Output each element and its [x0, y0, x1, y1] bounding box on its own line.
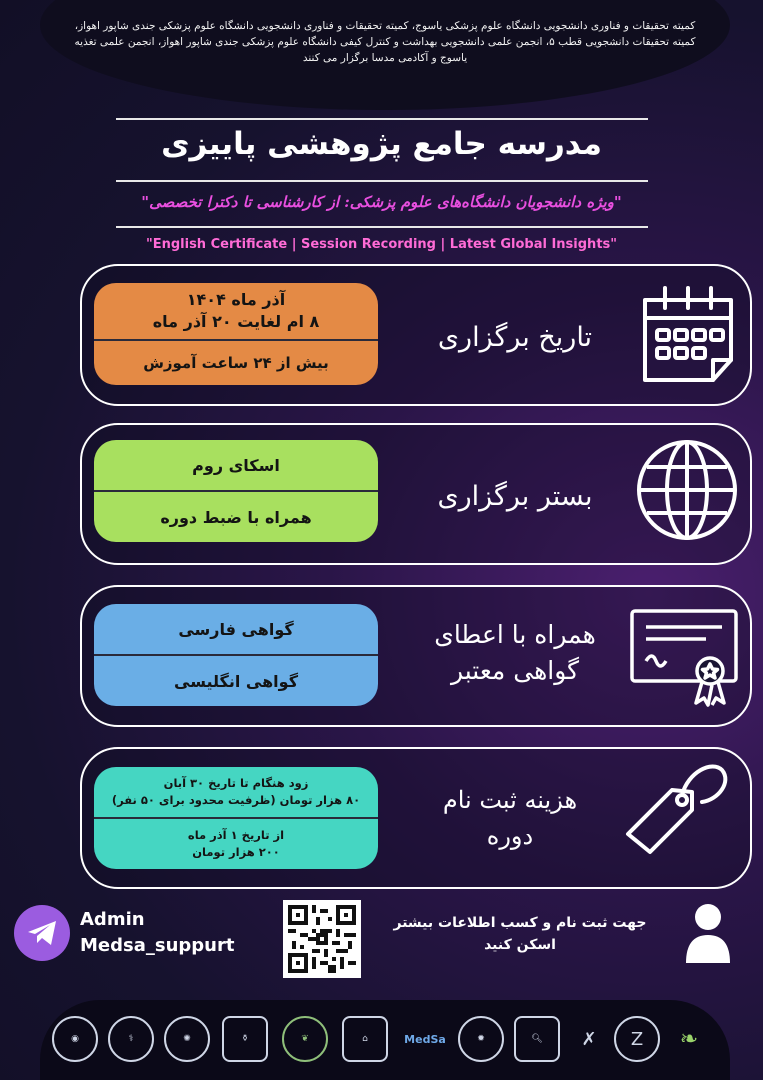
sponsor-logo-12: ❧ [679, 1026, 699, 1052]
sponsor-logo-1: ◉ [52, 1016, 98, 1062]
register-instructions [370, 912, 670, 956]
certificate-icon [628, 605, 740, 709]
page-title: مدرسه جامع پژوهشی پاییزی [161, 126, 602, 162]
fee-label-line2: دوره [486, 822, 534, 850]
sponsor-logo-medsa: MedSa [404, 1032, 446, 1046]
fee-early [94, 767, 378, 817]
fee-pill [94, 767, 378, 869]
page-subtitle: "ویژه دانشجویان دانشگاه‌های علوم پزشکی: از کارشناسی تا دکترا تخصصی" [141, 193, 622, 211]
sponsor-logo-9: 🔍︎ [514, 1016, 560, 1062]
sponsor-logo-5: ❦ [282, 1016, 328, 1062]
fee-regular-price: ۲۰۰ هزار تومان [192, 845, 280, 859]
register-line2: اسکن کنید [484, 937, 556, 953]
platform-pill [94, 440, 378, 542]
telegram-icon[interactable] [14, 905, 70, 961]
fee-label-line1: هزینه ثبت نام [442, 786, 578, 814]
calendar-icon [639, 280, 737, 386]
date-days: ۸ ام لغایت ۲۰ آذر ماه [152, 311, 320, 331]
platform-label: بستر برگزاری [437, 481, 593, 512]
date-range [94, 283, 378, 339]
sponsor-logo-2: ⚕ [108, 1016, 154, 1062]
sponsor-logo-4: ⚱ [222, 1016, 268, 1062]
sponsor-logo-8: ✹ [458, 1016, 504, 1062]
admin-username: Medsa_suppurt [80, 935, 235, 956]
certificate-label [395, 617, 635, 689]
certificate-english: گواهی انگلیسی [94, 654, 378, 706]
platform-recording: همراه با ضبط دوره [94, 490, 378, 542]
date-month: آذر ماه ۱۴۰۴ [186, 289, 286, 309]
title-divider-bottom [116, 180, 648, 182]
fee-label [400, 782, 620, 854]
register-line1: جهت ثبت نام و کسب اطلاعات بیشتر [393, 915, 647, 931]
paper-plane-icon [26, 919, 58, 947]
sponsor-logo-10: ✗ [581, 1028, 597, 1050]
admin-label: Admin [80, 909, 145, 930]
certificate-label-line1: همراه با اعطای [434, 620, 596, 649]
price-tag-icon [622, 752, 734, 856]
certificate-persian: گواهی فارسی [178, 619, 294, 639]
globe-icon [634, 437, 740, 543]
user-icon [684, 903, 732, 969]
title-divider-top [116, 118, 648, 120]
date-label: تاریخ برگزاری [437, 322, 593, 353]
date-pill [94, 283, 378, 385]
fee-early-price: ۸۰ هزار تومان (ظرفیت محدود برای ۵۰ نفر) [111, 793, 361, 807]
qr-code[interactable] [283, 900, 361, 978]
sponsor-logo-z: Z [614, 1016, 660, 1062]
certificate-label-line2: گواهی معتبر [450, 656, 580, 685]
date-hours: بیش از ۲۴ ساعت آموزش [94, 339, 378, 385]
fee-regular-date: از تاریخ ۱ آذر ماه [187, 828, 285, 842]
sponsor-logo-6: ⌂ [342, 1016, 388, 1062]
tagline: "English Certificate | Session Recording | Latest Global Insights" [145, 237, 618, 252]
admin-contact[interactable] [80, 907, 234, 959]
subtitle-divider [116, 226, 648, 228]
certificate-pill [94, 604, 378, 706]
fee-regular [94, 817, 378, 869]
organizers-text: کمیته تحقیقات و فناوری دانشجویی دانشگاه علوم پزشکی یاسوج، کمیته تحقیقات و فناوری دانشجویی دانشگاه علوم پزشکی جندی شاپور اهواز، کمیته تحقیقات دانشجویی قطب ۵، انجمن علمی دانشجویی بهداشت و کنترل کیفی دانشگاه علوم پزشکی جندی شاپور اهواز، انجمن علمی تغذیه یاسوج و آکادمی مدسا برگزار می کنند [74, 20, 696, 64]
platform-name: اسکای روم [192, 455, 280, 475]
fee-early-date: زود هنگام تا تاریخ ۳۰ آبان [163, 776, 309, 790]
sponsor-logo-3: ✺ [164, 1016, 210, 1062]
